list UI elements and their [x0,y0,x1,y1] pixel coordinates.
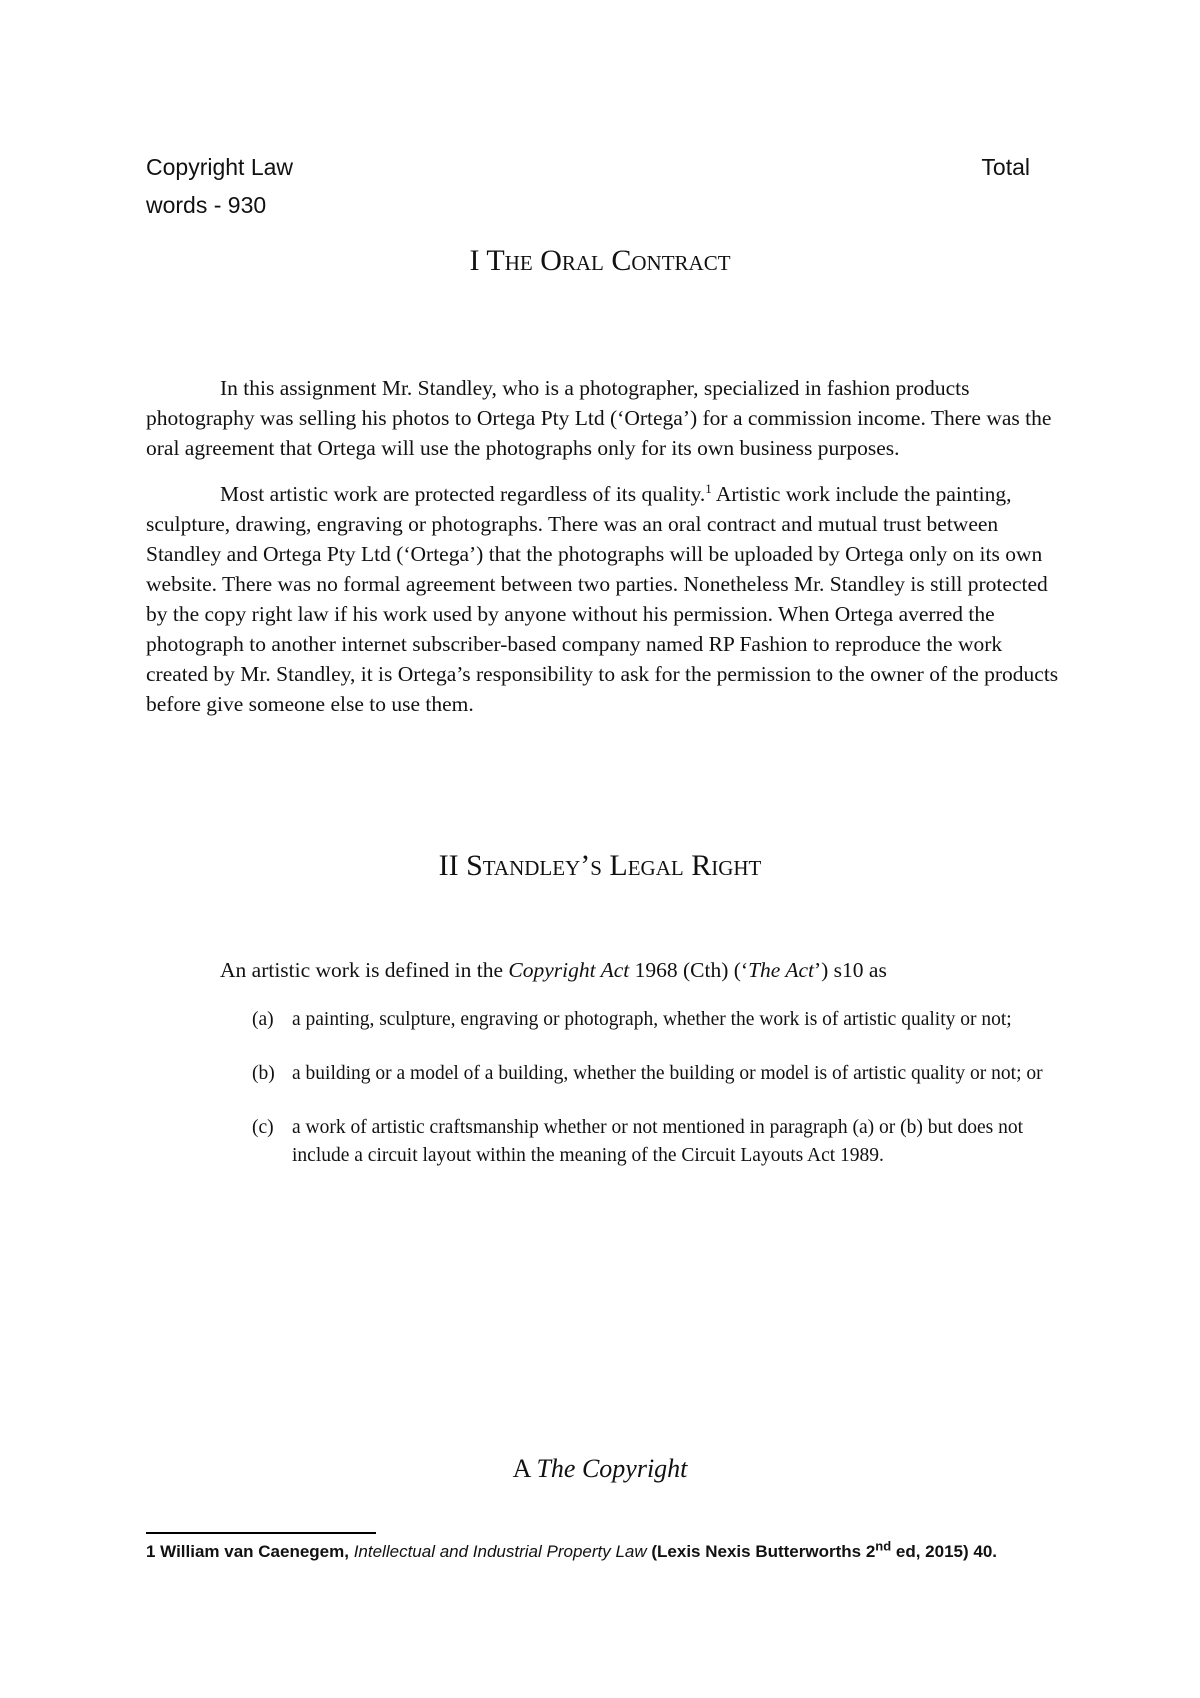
definition-intro: An artistic work is defined in the Copyright Act 1968 (Cth) (‘The Act’) s10 as [220,958,887,982]
course-title: Copyright Law [146,154,294,180]
list-item [252,1114,1072,1170]
list-marker: (c) [252,1117,274,1138]
document-header [146,148,1030,224]
section-1-body [146,373,1062,719]
word-count-label: Total [981,154,1030,180]
paragraph-1: In this assignment Mr. Standley, who is a photographer, specialized in fashion products photography was selling his photos to Ortega Pty Ltd (‘Ortega’) for a commission income. There was the oral agreement that Ortega will use the photographs only for its own business purposes. [146,376,1052,460]
list-marker: (a) [252,1009,274,1030]
list-item-text: a building or a model of a building, whether the building or model is of artistic quality or not; or [292,1063,1043,1084]
definition-list [252,1006,1072,1196]
word-count: words - 930 [146,192,267,218]
section-1-heading: I The Oral Contract [469,244,731,277]
subsection-heading: A The Copyright [512,1454,688,1483]
paragraph-2: Most artistic work are protected regardless of its quality.$^1$ Artistic work include the painting, sculpture, drawing, engraving or photographs. There was an oral contract and mutual trust between Standley and Ortega Pty Ltd (‘Ortega’) that the photographs will be uploaded by Ortega only on its own website. There was no formal agreement between two parties. Nonetheless Mr. Standley is still protected by the copy right law if his work used by anyone without his permission. When Ortega averred the photograph to another internet subscriber-based company named RP Fashion to reproduce the work created by Mr. Standley, it is Ortega’s responsibility to ask for the permission to the owner of the products before give someone else to use them. [146,480,1059,716]
list-item-text: a work of artistic craftsmanship whether or not mentioned in paragraph (a) or (b) but does not include a circuit layout within the meaning of the Circuit Layouts Act 1989. [292,1117,1024,1166]
list-marker: (b) [252,1063,275,1084]
footnote-separator [146,1532,376,1534]
section-2-heading: II Standley’s Legal Right [438,849,762,882]
footnote-ref: 1 [705,480,712,496]
list-item-text: a painting, sculpture, engraving or photograph, whether the work is of artistic quality or not; [292,1009,1012,1030]
list-item [252,1006,1072,1034]
footnote: 1 William van Caenegem, Intellectual and Industrial Property Law (Lexis Nexis Butterworths 2nd ed, 2015) 40. [146,1538,998,1561]
list-item [252,1060,1072,1088]
